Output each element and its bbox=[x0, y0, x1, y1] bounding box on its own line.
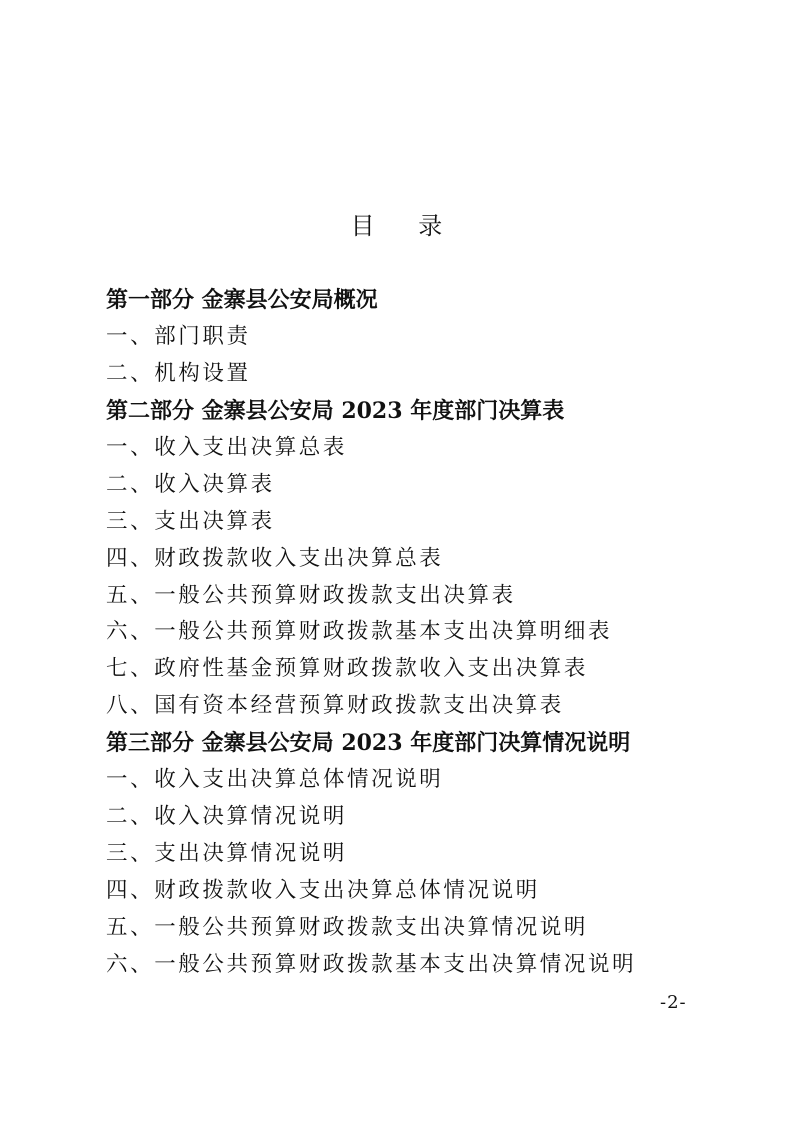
toc-item: 八、国有资本经营预算财政拨款支出决算表 bbox=[106, 693, 564, 719]
toc-item: 四、财政拨款收入支出决算总体情况说明 bbox=[106, 878, 540, 903]
toc-item: 一、收入支出决算总表 bbox=[106, 434, 348, 460]
toc-item: 一、部门职责 bbox=[106, 323, 251, 349]
toc-item: 二、机构设置 bbox=[106, 360, 251, 386]
toc-item: 一、收入支出决算总体情况说明 bbox=[106, 767, 444, 793]
page-title: 目 录 bbox=[350, 212, 461, 240]
toc-item: 六、一般公共预算财政拨款基本支出决算明细表 bbox=[106, 619, 613, 645]
toc-item: 三、支出决算表 bbox=[106, 508, 275, 534]
toc-item: 六、一般公共预算财政拨款基本支出决算情况说明 bbox=[106, 951, 637, 977]
toc-item: 二、收入决算表 bbox=[106, 471, 275, 497]
table-of-contents bbox=[106, 282, 726, 984]
toc-item: 二、收入决算情况说明 bbox=[106, 804, 348, 830]
toc-item: 三、支出决算情况说明 bbox=[106, 841, 348, 867]
toc-part-1: 第一部分 金寨县公安局概况 bbox=[106, 287, 378, 313]
page-number: -2- bbox=[660, 992, 687, 1013]
toc-item: 七、政府性基金预算财政拨款收入支出决算表 bbox=[106, 656, 589, 682]
toc-item: 五、一般公共预算财政拨款支出决算表 bbox=[106, 582, 516, 608]
toc-part-3: 第三部分 金寨县公安局 2023 年度部门决算情况说明 bbox=[106, 730, 631, 757]
toc-part-2: 第二部分 金寨县公安局 2023 年度部门决算表 bbox=[106, 397, 565, 424]
toc-item: 四、财政拨款收入支出决算总表 bbox=[106, 545, 444, 571]
toc-item: 五、一般公共预算财政拨款支出决算情况说明 bbox=[106, 914, 589, 940]
